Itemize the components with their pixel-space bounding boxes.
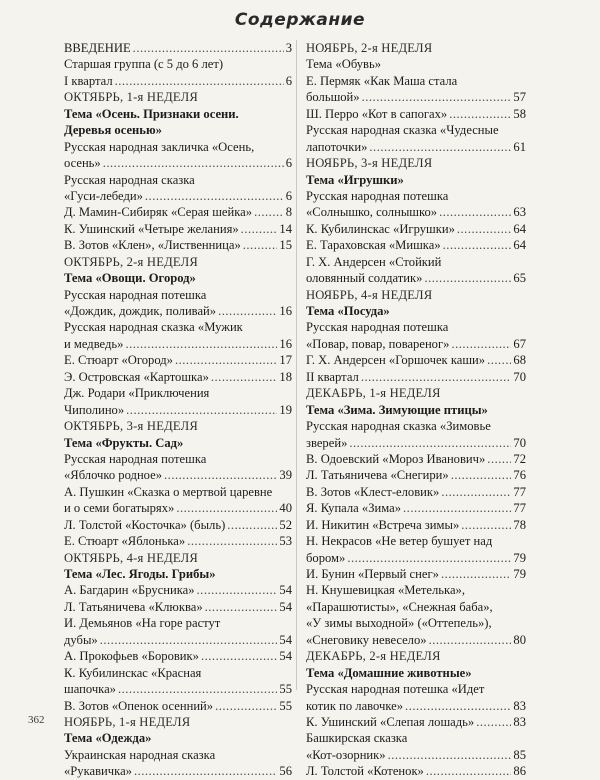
- dot-leader: [349, 435, 511, 451]
- toc-entry-text: шапочка»: [64, 682, 116, 697]
- dot-leader: [176, 500, 277, 516]
- toc-entry-page: 16: [279, 336, 292, 351]
- toc-entry: [64, 648, 292, 664]
- toc-entry: [64, 369, 292, 385]
- toc-entry: [306, 89, 526, 105]
- toc-entry-text: К. Ушинский «Слепая лошадь»: [306, 714, 475, 729]
- toc-entry: [64, 188, 292, 204]
- dot-leader: [118, 681, 277, 697]
- toc-line: Н. Кнушевицкая «Метелька»,: [306, 583, 466, 598]
- dot-leader: [424, 270, 511, 286]
- toc-entry-page: 70: [513, 369, 526, 384]
- dot-leader: [457, 221, 512, 237]
- toc-line: А. Пушкин «Сказка о мертвой царевне: [64, 484, 273, 499]
- toc-right-column: [306, 40, 526, 780]
- toc-entry: [64, 599, 292, 615]
- toc-entry-text: Е. Тараховская «Мишка»: [306, 238, 441, 253]
- toc-entry-page: 6: [285, 188, 292, 203]
- toc-entry-text: дубы»: [64, 632, 98, 647]
- toc-entry-text: Л. Татьяничева «Снегири»: [306, 468, 449, 483]
- toc-entry: [306, 566, 526, 582]
- toc-entry-text: «Повар, повар, повареног»: [306, 336, 450, 351]
- toc-line: Русская народная сказка «Мужик: [64, 320, 243, 335]
- toc-entry-text: «Рукавичка»: [64, 764, 132, 779]
- dot-leader: [429, 632, 512, 648]
- toc-entry: [306, 763, 526, 779]
- week-heading: НОЯБРЬ, 2-я НЕДЕЛЯ: [306, 41, 433, 55]
- toc-line: Тема «Обувь»: [306, 57, 382, 72]
- toc-entry-page: 6: [285, 73, 292, 88]
- dot-leader: [187, 533, 277, 549]
- dot-leader: [361, 369, 512, 385]
- toc-entry-text: К. Кубилинскас «Игрушки»: [306, 221, 455, 236]
- theme-heading: Деревья осенью»: [64, 123, 162, 138]
- toc-entry: [306, 270, 526, 286]
- toc-entry: [64, 517, 292, 533]
- toc-entry: [306, 237, 526, 253]
- theme-heading: Тема «Осень. Признаки осени.: [64, 106, 239, 121]
- dot-leader: [227, 517, 277, 533]
- toc-entry: [64, 352, 292, 368]
- toc-line: Украинская народная сказка: [64, 747, 216, 762]
- toc-entry-page: 19: [279, 402, 292, 417]
- toc-entry: [64, 467, 292, 483]
- toc-entry-text: лапоточки»: [306, 139, 368, 154]
- toc-entry: [64, 204, 292, 220]
- dot-leader: [439, 204, 511, 220]
- toc-entry: [306, 467, 526, 483]
- toc-entry-text: осень»: [64, 156, 101, 171]
- dot-leader: [449, 106, 511, 122]
- toc-entry: [64, 632, 292, 648]
- toc-line: Русская народная сказка: [64, 172, 195, 187]
- dot-leader: [451, 467, 512, 483]
- toc-entry: [306, 336, 526, 352]
- week-heading: НОЯБРЬ, 4-я НЕДЕЛЯ: [306, 287, 433, 302]
- toc-entry: [64, 582, 292, 598]
- column-divider: [296, 40, 297, 690]
- toc-entry: [64, 500, 292, 516]
- toc-entry-text: К. Ушинский «Четыре желания»: [64, 221, 239, 236]
- toc-entry: [64, 237, 292, 253]
- toc-entry-text: I квартал: [64, 73, 113, 88]
- toc-entry-text: Э. Островская «Картошка»: [64, 369, 209, 384]
- toc-entry-page: 53: [279, 534, 292, 549]
- toc-entry: [64, 336, 292, 352]
- toc-entry-page: 3: [285, 41, 292, 55]
- dot-leader: [133, 40, 284, 56]
- toc-entry: [64, 763, 292, 779]
- toc-entry: [306, 106, 526, 122]
- toc-entry-page: 54: [279, 649, 292, 664]
- week-heading: ДЕКАБРЬ, 2-я НЕДЕЛЯ: [306, 649, 441, 664]
- toc-entry: [306, 484, 526, 500]
- toc-entry-page: 65: [513, 271, 526, 286]
- toc-entry-text: В. Зотов «Опенок осенний»: [64, 698, 214, 713]
- toc-entry-text: А. Багдарин «Брусника»: [64, 583, 195, 598]
- dot-leader: [243, 237, 278, 253]
- dot-leader: [100, 632, 278, 648]
- toc-entry-page: 63: [513, 205, 526, 220]
- toc-line: Русская народная закличка «Осень,: [64, 139, 255, 154]
- toc-entry-text: Л. Толстой «Котенок»: [306, 764, 424, 779]
- toc-line: Старшая группа (с 5 до 6 лет): [64, 57, 224, 72]
- theme-heading: Тема «Фрукты. Сад»: [64, 435, 184, 450]
- toc-entry-page: 70: [513, 435, 526, 450]
- toc-entry: [306, 698, 526, 714]
- toc-line: Русская народная потешка: [306, 320, 449, 335]
- dot-leader: [125, 336, 277, 352]
- toc-entry-page: 68: [513, 353, 526, 368]
- toc-line: Башкирская сказка: [306, 731, 408, 746]
- dot-leader: [115, 73, 284, 89]
- toc-entry-text: А. Прокофьев «Боровик»: [64, 649, 199, 664]
- toc-entry: [306, 517, 526, 533]
- dot-leader: [126, 402, 277, 418]
- toc-entry: [306, 714, 526, 730]
- dot-leader: [254, 204, 284, 220]
- toc-entry-text: Ш. Перро «Кот в сапогах»: [306, 106, 448, 121]
- toc-entry-text: И. Никитин «Встреча зимы»: [306, 517, 460, 532]
- toc-entry-text: В. Зотов «Клен», «Лиственница»: [64, 238, 241, 253]
- toc-entry: [306, 451, 526, 467]
- theme-heading: Тема «Овощи. Огород»: [64, 271, 196, 286]
- toc-entry-text: Я. Купала «Зима»: [306, 501, 402, 516]
- toc-entry-page: 55: [279, 698, 292, 713]
- toc-entry-page: 86: [513, 764, 526, 779]
- dot-leader: [145, 188, 284, 204]
- dot-leader: [241, 221, 278, 237]
- dot-leader: [487, 451, 511, 467]
- dot-leader: [201, 648, 277, 664]
- toc-entry-page: 55: [279, 682, 292, 697]
- page-title: Содержание: [234, 10, 366, 30]
- week-heading: ОКТЯБРЬ, 4-я НЕДЕЛЯ: [64, 550, 198, 565]
- toc-entry-text: «Солнышко, солнышко»: [306, 205, 438, 220]
- toc-entry-text: «Кот-озорник»: [306, 747, 386, 762]
- toc-entry: [64, 533, 292, 549]
- toc-line: Русская народная потешка: [306, 188, 449, 203]
- dot-leader: [461, 517, 511, 533]
- dot-leader: [347, 550, 511, 566]
- dot-leader: [134, 763, 277, 779]
- toc-entry: [306, 221, 526, 237]
- week-heading: НОЯБРЬ, 1-я НЕДЕЛЯ: [64, 714, 191, 729]
- toc-entry-page: 54: [279, 632, 292, 647]
- toc-line: Русская народная потешка: [64, 451, 207, 466]
- dot-leader: [441, 484, 511, 500]
- theme-heading: Тема «Игрушки»: [306, 172, 404, 187]
- toc-line: Русская народная потешка «Идет: [306, 682, 485, 697]
- toc-entry-text: В. Зотов «Клест-еловик»: [306, 484, 440, 499]
- theme-heading: Тема «Посуда»: [306, 304, 390, 318]
- toc-entry-text: Е. Стюарт «Яблонька»: [64, 534, 186, 549]
- toc-entry-page: 57: [513, 90, 526, 105]
- toc-entry-page: 40: [279, 501, 292, 516]
- dot-leader: [405, 698, 511, 714]
- toc-entry: [64, 40, 292, 56]
- week-heading: ОКТЯБРЬ, 2-я НЕДЕЛЯ: [64, 254, 198, 269]
- toc-entry-page: 64: [513, 238, 526, 253]
- toc-entry-page: 77: [513, 484, 526, 499]
- dot-leader: [211, 369, 278, 385]
- dot-leader: [215, 698, 277, 714]
- toc-line: Н. Некрасов «Не ветер бушует над: [306, 534, 493, 549]
- toc-entry-page: 18: [279, 369, 292, 384]
- toc-line: Русская народная потешка: [64, 287, 207, 302]
- toc-entry: [64, 221, 292, 237]
- dot-leader: [443, 237, 512, 253]
- toc-line: К. Кубилинскас «Красная: [64, 665, 202, 680]
- toc-entry-text: бором»: [306, 550, 346, 565]
- dot-leader: [388, 747, 512, 763]
- theme-heading: Тема «Одежда»: [64, 731, 152, 746]
- toc-left-column: [64, 40, 292, 780]
- toc-entry-text: большой»: [306, 90, 360, 105]
- toc-entry-page: 16: [279, 304, 292, 318]
- dot-leader: [197, 582, 278, 598]
- toc-entry: [64, 303, 292, 319]
- toc-entry: [64, 155, 292, 171]
- dot-leader: [403, 500, 511, 516]
- toc-entry-text: оловянный солдатик»: [306, 271, 423, 286]
- toc-entry: [64, 681, 292, 697]
- toc-entry-text: и медведь»: [64, 336, 124, 351]
- toc-entry-text: Чиполино»: [64, 402, 125, 417]
- toc-entry-text: и о семи богатырях»: [64, 501, 175, 516]
- toc-line: «У зимы выходной» («Оттепель»),: [306, 616, 492, 631]
- toc-line: И. Демьянов «На горе растут: [64, 616, 221, 631]
- dot-leader: [426, 763, 512, 779]
- dot-leader: [164, 467, 277, 483]
- dot-leader: [487, 352, 511, 368]
- theme-heading: Тема «Лес. Ягоды. Грибы»: [64, 567, 216, 581]
- toc-entry-page: 80: [513, 632, 526, 647]
- dot-leader: [451, 336, 511, 352]
- toc-entry-page: 52: [279, 517, 292, 532]
- toc-entry: [64, 73, 292, 89]
- dot-leader: [175, 352, 277, 368]
- toc-entry: [306, 369, 526, 385]
- toc-entry-page: 56: [279, 764, 292, 779]
- toc-entry-text: Е. Стюарт «Огород»: [64, 353, 173, 368]
- toc-line: Е. Пермяк «Как Маша стала: [306, 73, 458, 88]
- toc-entry-page: 72: [513, 451, 526, 466]
- toc-entry-page: 8: [285, 205, 292, 220]
- toc-line: Г. Х. Андерсен «Стойкий: [306, 254, 442, 269]
- toc-entry-page: 17: [279, 353, 292, 368]
- toc-entry-text: Л. Толстой «Косточка» (быль): [64, 517, 226, 532]
- toc-entry-page: 77: [513, 501, 526, 516]
- week-heading: НОЯБРЬ, 3-я НЕДЕЛЯ: [306, 156, 433, 171]
- toc-line: Дж. Родари «Приключения: [64, 386, 210, 401]
- toc-entry: [64, 698, 292, 714]
- toc-entry: [306, 500, 526, 516]
- toc-entry: [306, 632, 526, 648]
- toc-entry-page: 64: [513, 221, 526, 236]
- toc-entry-page: 83: [513, 714, 526, 729]
- dot-leader: [205, 599, 278, 615]
- toc-entry: [306, 352, 526, 368]
- toc-entry-text: Л. Татьяничева «Клюква»: [64, 599, 203, 614]
- week-heading: ОКТЯБРЬ, 1-я НЕДЕЛЯ: [64, 90, 198, 105]
- toc-entry-page: 39: [279, 468, 292, 483]
- week-heading: ОКТЯБРЬ, 3-я НЕДЕЛЯ: [64, 419, 198, 434]
- toc-entry-page: 15: [279, 238, 292, 253]
- toc-entry: [306, 550, 526, 566]
- toc-entry: [306, 139, 526, 155]
- dot-leader: [441, 566, 511, 582]
- toc-entry-page: 61: [513, 139, 526, 154]
- theme-heading: Тема «Домашние животные»: [306, 665, 472, 680]
- toc-entry-text: Д. Мамин-Сибиряк «Серая шейка»: [64, 205, 253, 220]
- toc-entry-page: 79: [513, 550, 526, 565]
- toc-entry-text: «Яблочко родное»: [64, 468, 163, 483]
- toc-line: Русская народная сказка «Зимовье: [306, 419, 491, 434]
- dot-leader: [103, 155, 284, 171]
- toc-entry-text: «Снеговику невесело»: [306, 632, 427, 647]
- toc-entry-page: 67: [513, 336, 526, 351]
- toc-entry: [64, 402, 292, 418]
- toc-entry-page: 83: [513, 698, 526, 713]
- toc-entry: [306, 204, 526, 220]
- toc-entry: [306, 747, 526, 763]
- toc-entry-page: 54: [279, 599, 292, 614]
- toc-entry-text: И. Бунин «Первый снег»: [306, 567, 439, 581]
- page-number: 362: [28, 714, 45, 726]
- toc-entry-page: 14: [279, 221, 292, 236]
- toc-entry: [306, 435, 526, 451]
- theme-heading: Тема «Зима. Зимующие птицы»: [306, 402, 488, 417]
- toc-entry-text: котик по лавочке»: [306, 698, 404, 713]
- toc-entry-page: 54: [279, 583, 292, 598]
- toc-entry-page: 85: [513, 747, 526, 762]
- toc-entry-text: «Дождик, дождик, поливай»: [64, 304, 217, 318]
- toc-entry-page: 79: [513, 567, 526, 581]
- toc-entry-page: 6: [285, 156, 292, 171]
- dot-leader: [218, 303, 277, 319]
- week-heading: ДЕКАБРЬ, 1-я НЕДЕЛЯ: [306, 386, 441, 401]
- toc-entry-page: 58: [513, 106, 526, 121]
- dot-leader: [362, 89, 512, 105]
- dot-leader: [369, 139, 511, 155]
- dot-leader: [476, 714, 511, 730]
- toc-entry-text: зверей»: [306, 435, 348, 450]
- toc-entry-text: Г. Х. Андерсен «Горшочек каши»: [306, 353, 486, 368]
- toc-line: Русская народная сказка «Чудесные: [306, 123, 499, 138]
- toc-entry-text: В. Одоевский «Мороз Иванович»: [306, 451, 486, 466]
- toc-entry-text: ВВЕДЕНИЕ: [64, 41, 131, 55]
- toc-entry-text: II квартал: [306, 369, 359, 384]
- toc-line: «Парашютисты», «Снежная баба»,: [306, 599, 493, 614]
- toc-entry-text: «Гуси-лебеди»: [64, 188, 143, 203]
- toc-entry-page: 78: [513, 517, 526, 532]
- toc-entry-page: 76: [513, 468, 526, 483]
